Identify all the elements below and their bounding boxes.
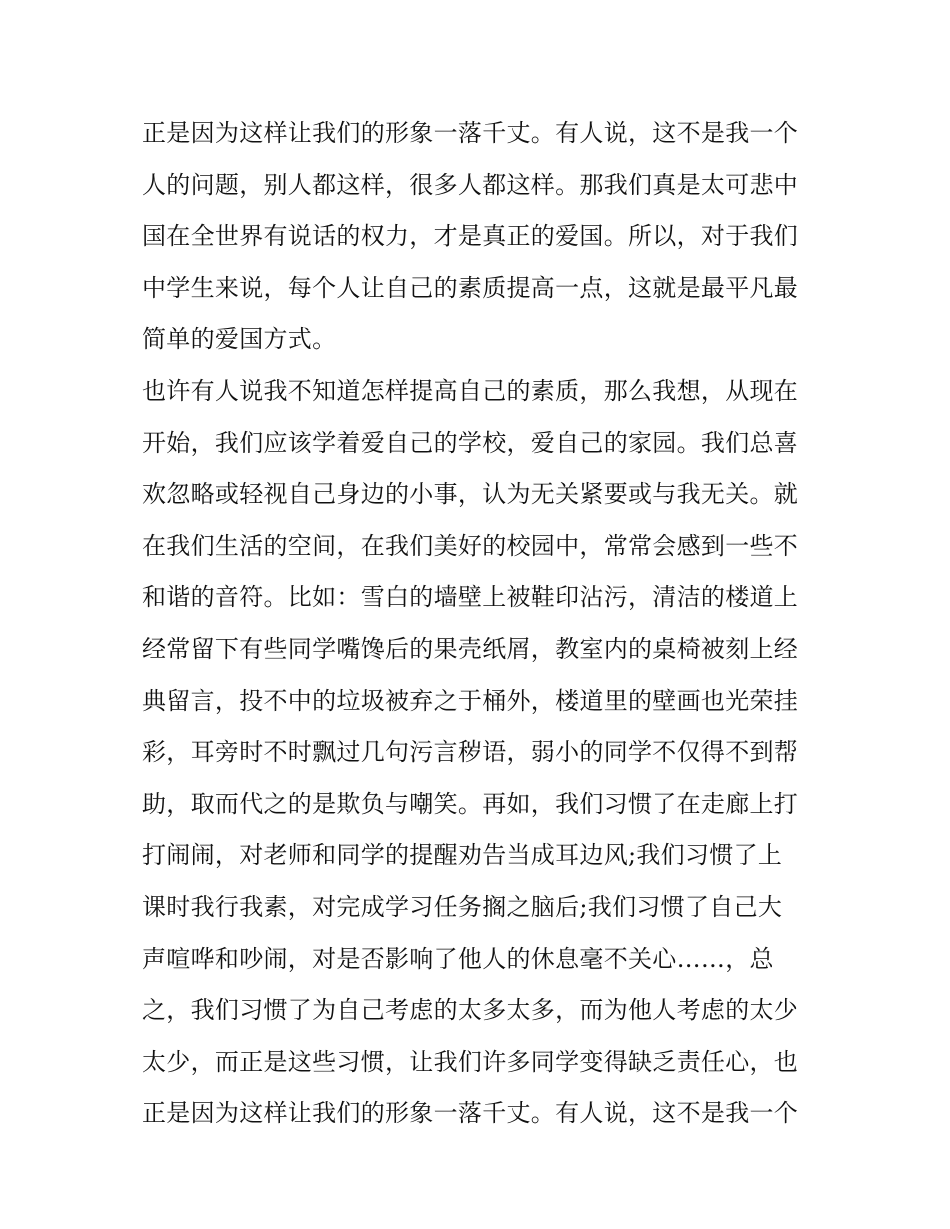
text-line: 开始，我们应该学着爱自己的学校，爱自己的家园。我们总喜: [142, 428, 799, 457]
text-line: 助，取而代之的是欺负与嘲笑。再如，我们习惯了在走廊上打: [142, 789, 799, 818]
text-line: 典留言，投不中的垃圾被弃之于桶外，楼道里的壁画也光荣挂: [142, 686, 799, 715]
text-line: 也许有人说我不知道怎样提高自己的素质，那么我想，从现在: [142, 376, 799, 405]
text-line: 打闹闹，对老师和同学的提醒劝告当成耳边风;我们习惯了上: [142, 841, 783, 870]
text-line: 之，我们习惯了为自己考虑的太多太多，而为他人考虑的太少: [142, 996, 799, 1025]
document-body: [142, 108, 822, 1140]
text-line: 简单的爱国方式。: [142, 325, 337, 354]
text-line: 彩，耳旁时不时飘过几句污言秽语，弱小的同学不仅得不到帮: [142, 738, 799, 767]
text-line: 在我们生活的空间，在我们美好的校园中，常常会感到一些不: [142, 531, 799, 560]
text-line: 课时我行我素，对完成学习任务搁之脑后;我们习惯了自己大: [142, 892, 783, 921]
text-line: 和谐的音符。比如：雪白的墙壁上被鞋印沾污，清洁的楼道上: [142, 583, 799, 612]
text-line: 国在全世界有说话的权力，才是真正的爱国。所以，对于我们: [142, 222, 799, 251]
text-line: 中学生来说，每个人让自己的素质提高一点，这就是最平凡最: [142, 273, 799, 302]
text-line: 正是因为这样让我们的形象一落千丈。有人说，这不是我一个: [142, 1099, 799, 1128]
text-line: 欢忽略或轻视自己身边的小事，认为无关紧要或与我无关。就: [142, 480, 799, 509]
text-line: 太少，而正是这些习惯，让我们许多同学变得缺乏责任心，也: [142, 1047, 799, 1076]
text-line: 正是因为这样让我们的形象一落千丈。有人说，这不是我一个: [142, 119, 799, 147]
text-line: 声喧哗和吵闹，对是否影响了他人的休息毫不关心……，总: [142, 944, 774, 973]
text-line: 经常留下有些同学嘴馋后的果壳纸屑，教室内的桌椅被刻上经: [142, 634, 799, 663]
text-line: 人的问题，别人都这样，很多人都这样。那我们真是太可悲中: [142, 170, 799, 199]
